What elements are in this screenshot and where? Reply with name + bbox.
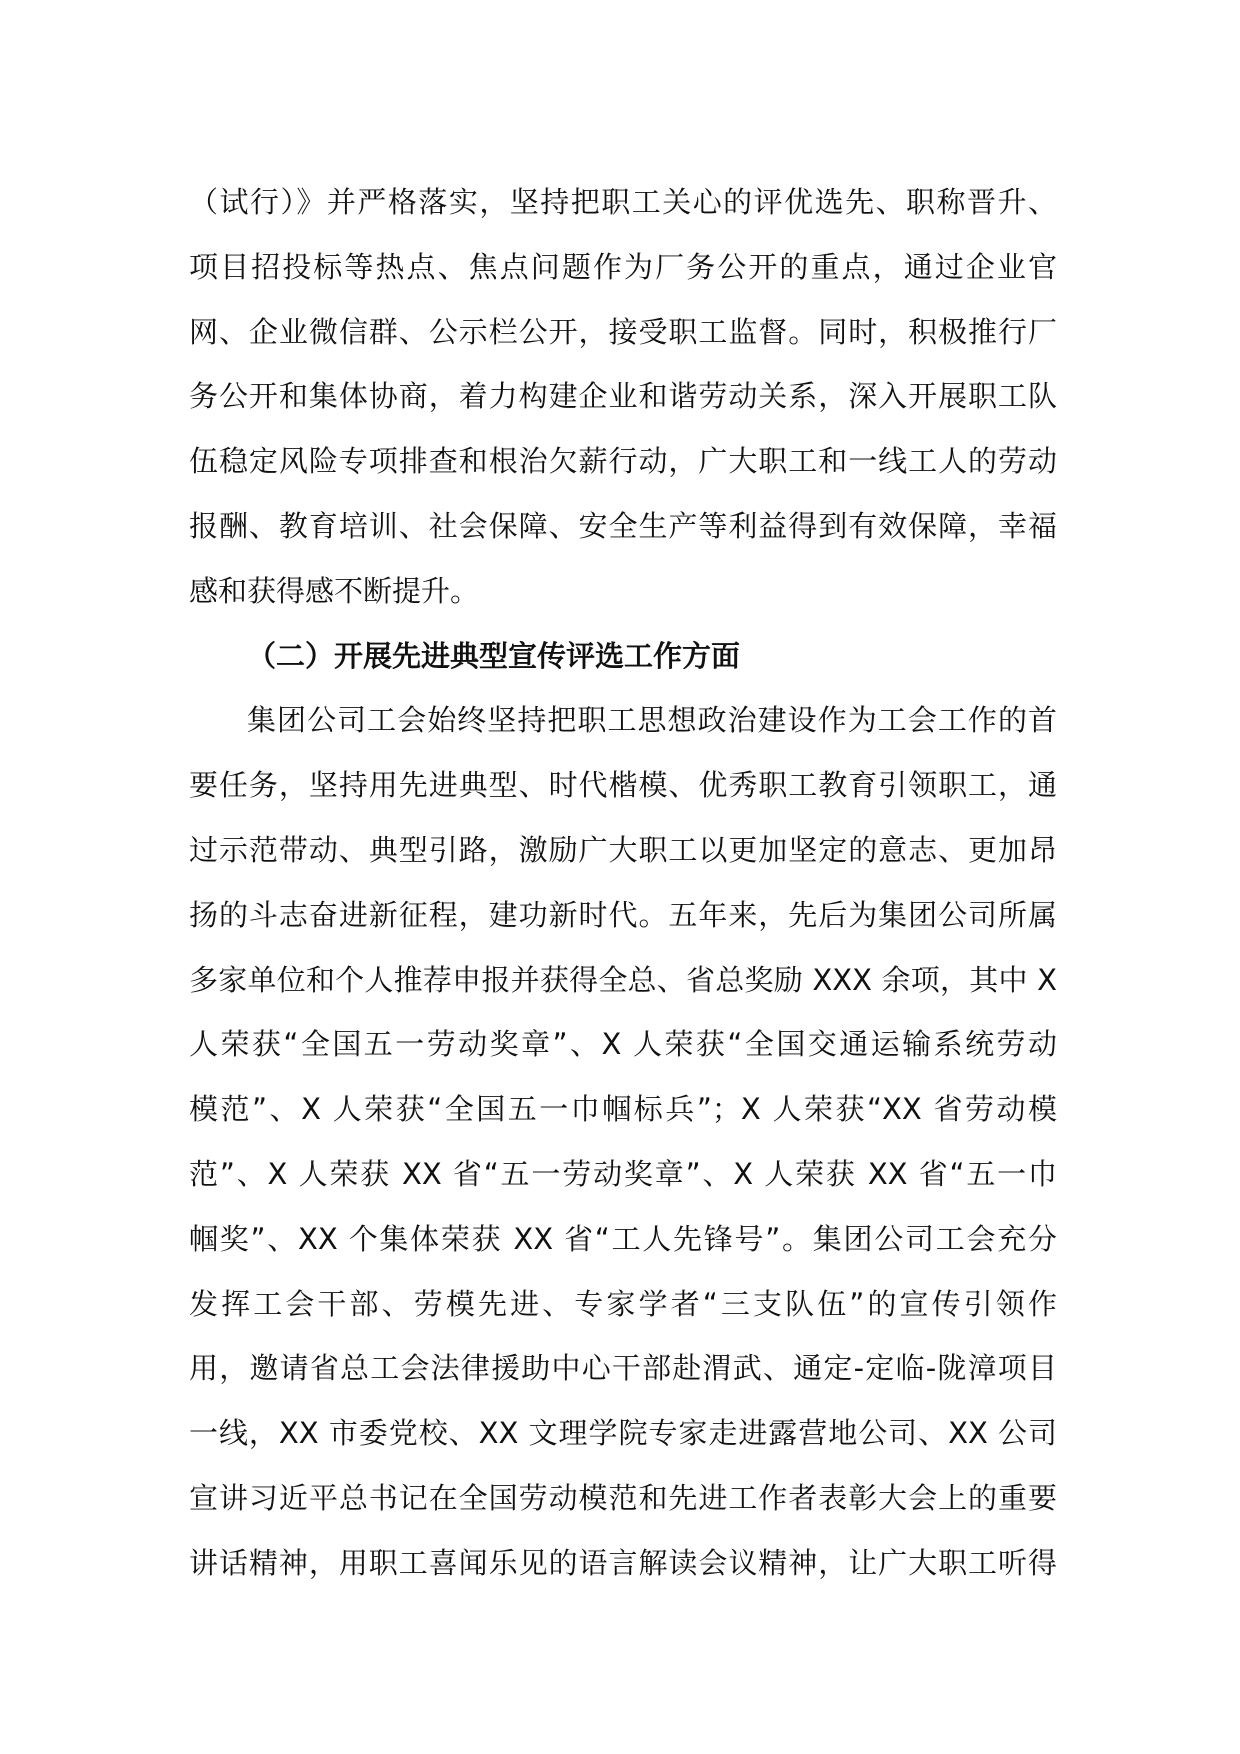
body-line: 宣讲习近平总书记在全国劳动模范和先进工作者表彰大会上的重要 [189, 1480, 1057, 1515]
body-line: 多家单位和个人推荐申报并获得全总、省总奖励 XXX 余项，其中 X [189, 962, 1057, 997]
body-line: 伍稳定风险专项排查和根治欠薪行动，广大职工和一线工人的劳动 [189, 444, 1057, 479]
body-line: 务公开和集体协商，着力构建企业和谐劳动关系，深入开展职工队 [189, 379, 1057, 414]
body-line: （试行）》并严格落实，坚持把职工关心的评优选先、职称晋升、 [189, 185, 1057, 219]
body-line: 要任务，坚持用先进典型、时代楷模、优秀职工教育引领职工，通 [189, 768, 1057, 803]
body-line: 过示范带动、典型引路，激励广大职工以更加坚定的意志、更加昂 [189, 832, 1057, 867]
body-line: 发挥工会干部、劳模先进、专家学者“三支队伍”的宣传引领作 [189, 1286, 1057, 1321]
body-line: 感和获得感不断提升。 [189, 573, 480, 608]
body-line: 人荣获“全国五一劳动奖章”、X 人荣获“全国交通运输系统劳动 [189, 1027, 1057, 1062]
body-line: 用，邀请省总工会法律援助中心干部赴渭武、通定-定临-陇漳项目 [189, 1351, 1057, 1386]
document-body [189, 170, 1057, 1596]
section-heading: （二）开展先进典型宣传评选工作方面 [247, 638, 741, 673]
body-line: 扬的斗志奋进新征程，建功新时代。五年来，先后为集团公司所属 [189, 897, 1057, 932]
body-line: 模范”、X 人荣获“全国五一巾帼标兵”；X 人荣获“XX 省劳动模 [189, 1092, 1057, 1127]
body-line: 范”、X 人荣获 XX 省“五一劳动奖章”、X 人荣获 XX 省“五一巾 [189, 1156, 1057, 1191]
body-line: 项目招投标等热点、焦点问题作为厂务公开的重点，通过企业官 [189, 249, 1057, 284]
body-line: 网、企业微信群、公示栏公开，接受职工监督。同时，积极推行厂 [189, 314, 1057, 349]
body-line: 一线，XX 市委党校、XX 文理学院专家走进露营地公司、XX 公司 [189, 1416, 1057, 1451]
body-line: 讲话精神，用职工喜闻乐见的语言解读会议精神，让广大职工听得 [189, 1545, 1057, 1580]
body-line: 报酬、教育培训、社会保障、安全生产等利益得到有效保障，幸福 [189, 508, 1057, 543]
body-line: 集团公司工会始终坚持把职工思想政治建设作为工会工作的首 [247, 703, 1057, 738]
body-line: 帼奖”、XX 个集体荣获 XX 省“工人先锋号”。集团公司工会充分 [189, 1221, 1057, 1256]
